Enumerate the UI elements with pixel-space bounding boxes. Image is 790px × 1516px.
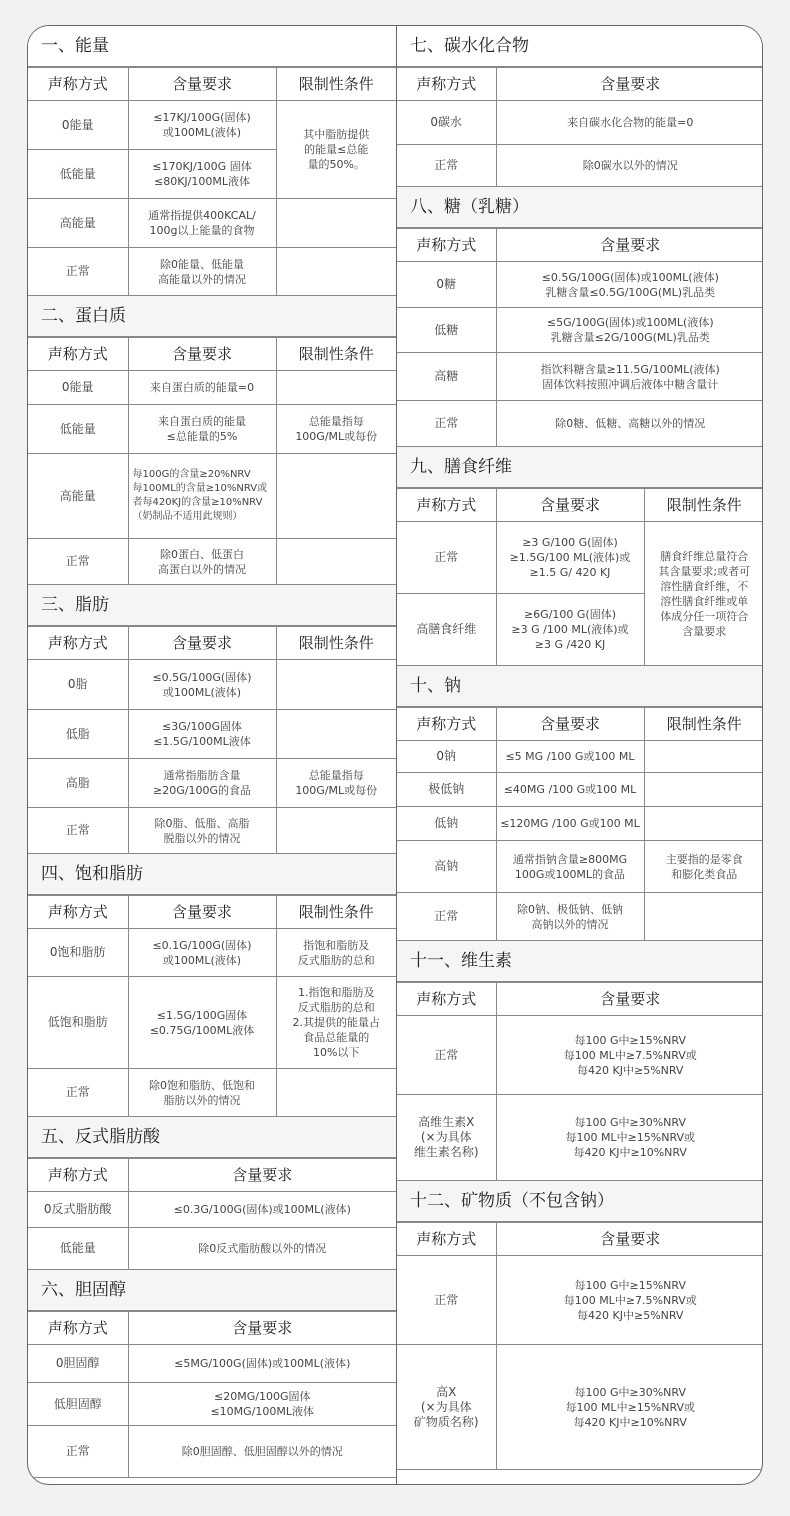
condition-text (276, 248, 396, 296)
header-condition: 限制性条件 (276, 627, 396, 660)
header-content: 含量要求 (496, 1223, 763, 1256)
claim-name: 正常 (397, 1016, 496, 1095)
table-header-row (28, 338, 396, 371)
claim-name: 0能量 (28, 371, 128, 405)
claim-name: 0糖 (397, 262, 496, 308)
table-row (397, 262, 763, 308)
table-dietary-fiber (397, 488, 763, 666)
table-header-row (397, 983, 763, 1016)
header-content: 含量要求 (496, 983, 763, 1016)
table-row (397, 1016, 763, 1095)
condition-text (276, 808, 396, 854)
condition-text: 指饱和脂肪及 反式脂肪的总和 (276, 929, 396, 977)
content-req: 每100 G中≥15%NRV 每100 ML中≥7.5%NRV或 每420 KJ中≥5%NRV (496, 1016, 763, 1095)
table-header-row (28, 627, 396, 660)
header-content: 含量要求 (128, 1312, 396, 1345)
table-mineral (397, 1222, 763, 1470)
content-req: ≤120MG /100 G或100 ML (496, 807, 644, 841)
table-row (28, 929, 396, 977)
table-header-row (397, 708, 763, 741)
content-req: ≤0.5G/100G(固体) 或100ML(液体) (128, 660, 276, 710)
nutrition-claims-sheet (27, 25, 763, 1485)
table-protein (28, 337, 396, 585)
section-title-cholesterol: 六、胆固醇 (28, 1270, 396, 1311)
content-req: ≤1.5G/100G固体 ≤0.75G/100ML液体 (128, 977, 276, 1069)
table-row (28, 101, 396, 150)
header-claim: 声称方式 (28, 627, 128, 660)
condition-text: 主要指的是零食 和膨化类食品 (644, 841, 763, 893)
content-req: 除0蛋白、低蛋白 高蛋白以外的情况 (128, 539, 276, 585)
table-row (28, 199, 396, 248)
section-title-dietary-fiber: 九、膳食纤维 (397, 447, 763, 488)
header-content: 含量要求 (496, 489, 644, 522)
content-req: 每100 G中≥30%NRV 每100 ML中≥15%NRV或 每420 KJ中≥10%NRV (496, 1345, 763, 1470)
header-content: 含量要求 (496, 68, 763, 101)
claim-name: 低胆固醇 (28, 1383, 128, 1426)
content-req: 除0胆固醇、低胆固醇以外的情况 (128, 1426, 396, 1478)
claim-name: 高维生素X (×为具体 维生素名称) (397, 1095, 496, 1181)
content-req: ≤0.3G/100G(固体)或100ML(液体) (128, 1192, 396, 1228)
table-row (28, 248, 396, 296)
section-title-protein: 二、蛋白质 (28, 296, 396, 337)
condition-text (276, 454, 396, 539)
content-req: 除0钠、极低钠、低钠 高钠以外的情况 (496, 893, 644, 941)
claim-name: 高糖 (397, 353, 496, 401)
claim-name: 高能量 (28, 454, 128, 539)
content-req: ≤3G/100G固体 ≤1.5G/100ML液体 (128, 710, 276, 759)
table-row (28, 1069, 396, 1117)
claim-name: 0能量 (28, 101, 128, 150)
claim-name: 低饱和脂肪 (28, 977, 128, 1069)
header-condition: 限制性条件 (276, 896, 396, 929)
condition-text: 总能量指每 100G/ML或每份 (276, 405, 396, 454)
section-title-sugar: 八、糖（乳糖） (397, 187, 763, 228)
table-row (28, 539, 396, 585)
header-condition: 限制性条件 (276, 68, 396, 101)
claim-name: 正常 (397, 893, 496, 941)
header-content: 含量要求 (496, 708, 644, 741)
table-header-row (397, 1223, 763, 1256)
claim-name: 正常 (28, 248, 128, 296)
claim-name: 低能量 (28, 150, 128, 199)
table-row (28, 1345, 396, 1383)
table-row (397, 773, 763, 807)
table-cholesterol (28, 1311, 396, 1478)
content-req: 指饮料糖含量≥11.5G/100ML(液体) 固体饮料按照冲调后液体中糖含量计 (496, 353, 763, 401)
table-row (28, 1228, 396, 1270)
condition-text (276, 371, 396, 405)
table-row (28, 1426, 396, 1478)
header-claim: 声称方式 (28, 896, 128, 929)
table-row (397, 145, 763, 187)
content-req: ≤0.5G/100G(固体)或100ML(液体) 乳糖含量≤0.5G/100G(ML)乳品类 (496, 262, 763, 308)
header-claim: 声称方式 (397, 983, 496, 1016)
header-content: 含量要求 (128, 1159, 396, 1192)
table-fat (28, 626, 396, 854)
table-row (397, 807, 763, 841)
table-header-row (397, 68, 763, 101)
table-row (397, 1256, 763, 1345)
claim-name: 低能量 (28, 405, 128, 454)
section-title-vitamin: 十一、维生素 (397, 941, 763, 982)
condition-text (276, 710, 396, 759)
claim-name: 正常 (397, 1256, 496, 1345)
content-req: ≥6G/100 G(固体) ≥3 G /100 ML(液体)或 ≥3 G /420 KJ (496, 594, 644, 666)
table-row (397, 841, 763, 893)
condition-text (276, 199, 396, 248)
content-req: 除0饱和脂肪、低饱和 脂肪以外的情况 (128, 1069, 276, 1117)
content-req: ≤5MG/100G(固体)或100ML(液体) (128, 1345, 396, 1383)
claim-name: 正常 (397, 401, 496, 447)
table-header-row (28, 68, 396, 101)
table-row (397, 741, 763, 773)
claim-name: 低钠 (397, 807, 496, 841)
section-title-carbohydrate: 七、碳水化合物 (397, 26, 763, 67)
table-row (397, 1345, 763, 1470)
content-req: ≥3 G/100 G(固体) ≥1.5G/100 ML(液体)或 ≥1.5 G/ 420 KJ (496, 522, 644, 594)
condition-text (276, 1069, 396, 1117)
header-condition: 限制性条件 (644, 489, 763, 522)
section-title-mineral: 十二、矿物质（不包含钠） (397, 1181, 763, 1222)
condition-text (276, 660, 396, 710)
table-row (397, 401, 763, 447)
condition-text: 总能量指每 100G/ML或每份 (276, 759, 396, 808)
table-row (28, 808, 396, 854)
table-sugar (397, 228, 763, 447)
header-claim: 声称方式 (28, 1312, 128, 1345)
header-claim: 声称方式 (397, 68, 496, 101)
table-row (397, 893, 763, 941)
content-req: ≤0.1G/100G(固体) 或100ML(液体) (128, 929, 276, 977)
header-claim: 声称方式 (397, 1223, 496, 1256)
claim-name: 高膳食纤维 (397, 594, 496, 666)
claim-name: 低能量 (28, 1228, 128, 1270)
header-condition: 限制性条件 (276, 338, 396, 371)
claim-name: 0钠 (397, 741, 496, 773)
claim-name: 0碳水 (397, 101, 496, 145)
section-title-trans-fat: 五、反式脂肪酸 (28, 1117, 396, 1158)
header-claim: 声称方式 (28, 68, 128, 101)
condition-text: 膳食纤维总量符合 其含量要求;或者可 溶性膳食纤维，不 溶性膳食纤维或单 体成分任一项符合 含量要求 (644, 522, 763, 666)
table-row (397, 101, 763, 145)
content-req: 通常指钠含量≥800MG 100G或100ML的食品 (496, 841, 644, 893)
claim-name: 正常 (397, 145, 496, 187)
condition-text (644, 741, 763, 773)
table-row (28, 1192, 396, 1228)
condition-text: 其中脂肪提供 的能量≤总能 量的50%。 (276, 101, 396, 199)
content-req: 每100 G中≥15%NRV 每100 ML中≥7.5%NRV或 每420 KJ中≥5%NRV (496, 1256, 763, 1345)
condition-text: 1.指饱和脂肪及 反式脂肪的总和 2.其提供的能量占 食品总能量的 10%以下 (276, 977, 396, 1069)
header-claim: 声称方式 (28, 1159, 128, 1192)
claim-name: 0反式脂肪酸 (28, 1192, 128, 1228)
claim-name: 正常 (397, 522, 496, 594)
table-header-row (397, 229, 763, 262)
content-req: 除0反式脂肪酸以外的情况 (128, 1228, 396, 1270)
header-claim: 声称方式 (397, 708, 496, 741)
table-header-row (28, 896, 396, 929)
claim-name: 高能量 (28, 199, 128, 248)
content-req: 每100 G中≥30%NRV 每100 ML中≥15%NRV或 每420 KJ中≥10%NRV (496, 1095, 763, 1181)
claim-name: 高脂 (28, 759, 128, 808)
header-claim: 声称方式 (397, 489, 496, 522)
content-req: 来自蛋白质的能量=0 (128, 371, 276, 405)
table-header-row (28, 1159, 396, 1192)
right-column (396, 26, 763, 1485)
table-carbohydrate (397, 67, 763, 187)
content-req: 来自蛋白质的能量 ≤总能量的5% (128, 405, 276, 454)
claim-name: 正常 (28, 539, 128, 585)
table-row (28, 660, 396, 710)
claim-name: 正常 (28, 1426, 128, 1478)
content-req: ≤20MG/100G固体 ≤10MG/100ML液体 (128, 1383, 396, 1426)
table-row (397, 353, 763, 401)
content-req: 通常指提供400KCAL/ 100g以上能量的食物 (128, 199, 276, 248)
table-row (28, 759, 396, 808)
table-row (28, 405, 396, 454)
claim-name: 0饱和脂肪 (28, 929, 128, 977)
header-claim: 声称方式 (397, 229, 496, 262)
table-trans-fat (28, 1158, 396, 1270)
table-vitamin (397, 982, 763, 1181)
header-content: 含量要求 (496, 229, 763, 262)
content-req: ≤170KJ/100G 固体 ≤80KJ/100ML液体 (128, 150, 276, 199)
content-req: 除0脂、低脂、高脂 脱脂以外的情况 (128, 808, 276, 854)
condition-text (644, 893, 763, 941)
section-title-fat: 三、脂肪 (28, 585, 396, 626)
condition-text (276, 539, 396, 585)
content-req: 通常指脂肪含量 ≥20G/100G的食品 (128, 759, 276, 808)
claim-name: 低糖 (397, 308, 496, 353)
claim-name: 高钠 (397, 841, 496, 893)
content-req: 除0碳水以外的情况 (496, 145, 763, 187)
header-content: 含量要求 (128, 338, 276, 371)
table-row (397, 522, 763, 594)
content-req: ≤17KJ/100G(固体) 或100ML(液体) (128, 101, 276, 150)
content-req: 除0糖、低糖、高糖以外的情况 (496, 401, 763, 447)
claim-name: 0胆固醇 (28, 1345, 128, 1383)
section-title-saturated-fat: 四、饱和脂肪 (28, 854, 396, 895)
header-condition: 限制性条件 (644, 708, 763, 741)
condition-text (644, 807, 763, 841)
claim-name: 高X (×为具体 矿物质名称) (397, 1345, 496, 1470)
header-claim: 声称方式 (28, 338, 128, 371)
table-saturated-fat (28, 895, 396, 1117)
content-req: ≤40MG /100 G或100 ML (496, 773, 644, 807)
claim-name: 0脂 (28, 660, 128, 710)
table-sodium (397, 707, 763, 941)
table-row (28, 371, 396, 405)
content-req: ≤5G/100G(固体)或100ML(液体) 乳糖含量≤2G/100G(ML)乳品类 (496, 308, 763, 353)
section-title-sodium: 十、钠 (397, 666, 763, 707)
table-row (28, 710, 396, 759)
header-content: 含量要求 (128, 627, 276, 660)
table-header-row (28, 1312, 396, 1345)
claim-name: 正常 (28, 808, 128, 854)
table-row (397, 308, 763, 353)
table-header-row (397, 489, 763, 522)
header-content: 含量要求 (128, 68, 276, 101)
content-req: ≤5 MG /100 G或100 ML (496, 741, 644, 773)
section-title-energy: 一、能量 (28, 26, 396, 67)
claim-name: 低脂 (28, 710, 128, 759)
claim-name: 极低钠 (397, 773, 496, 807)
left-column (28, 26, 396, 1478)
table-row (28, 977, 396, 1069)
condition-text (644, 773, 763, 807)
table-row (28, 1383, 396, 1426)
table-row (28, 454, 396, 539)
claim-name: 正常 (28, 1069, 128, 1117)
content-req: 来自碳水化合物的能量=0 (496, 101, 763, 145)
content-req: 除0能量、低能量 高能量以外的情况 (128, 248, 276, 296)
content-req: 每100G的含量≥20%NRV 每100ML的含量≥10%NRV或 者每420KJ的含量≥10%NRV （奶制品不适用此规则） (128, 454, 276, 539)
table-energy (28, 67, 396, 296)
header-content: 含量要求 (128, 896, 276, 929)
table-row (397, 1095, 763, 1181)
